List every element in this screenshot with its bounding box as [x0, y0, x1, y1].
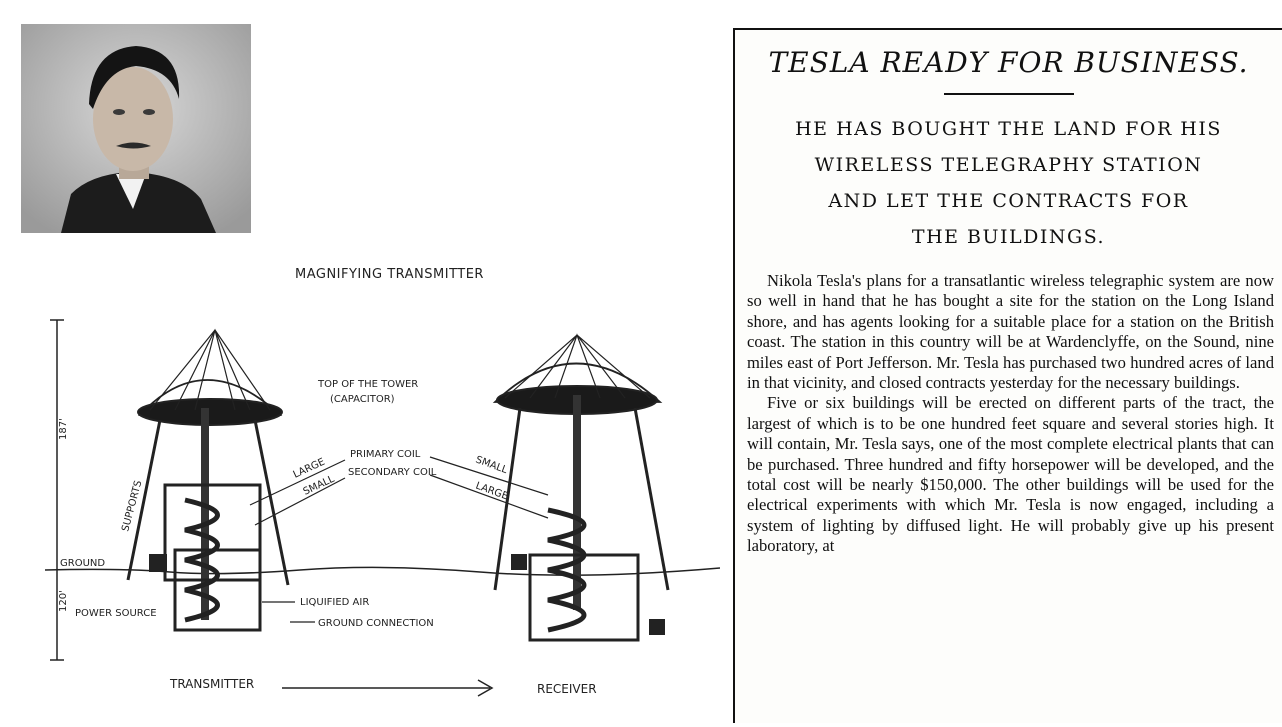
diagram-title: MAGNIFYING TRANSMITTER — [295, 267, 484, 282]
small-left-label: SMALL — [301, 473, 337, 498]
subhead-line: AND LET THE CONTRACTS FOR — [828, 190, 1189, 212]
magnifying-transmitter-diagram — [0, 250, 720, 723]
height-187-label: 187' — [58, 418, 69, 440]
supports-label: SUPPORTS — [120, 479, 145, 533]
subhead-line: WIRELESS TELEGRAPHY STATION — [814, 154, 1203, 176]
ground-label: GROUND — [60, 558, 106, 569]
article-subhead — [743, 111, 1274, 255]
large-right-label: LARGE — [473, 480, 510, 503]
small-right-label: SMALL — [473, 454, 509, 477]
portrait-photo — [21, 24, 251, 233]
article-body — [747, 271, 1274, 557]
height-120-label: 120' — [58, 590, 69, 612]
ground-connection-label: GROUND CONNECTION — [318, 618, 434, 629]
liquified-air-label: LIQUIFIED AIR — [300, 597, 370, 608]
large-left-label: LARGE — [291, 456, 327, 481]
article-headline: TESLA READY FOR BUSINESS. — [768, 46, 1249, 79]
power-source-label: POWER SOURCE — [75, 608, 157, 619]
transmitter-label: TRANSMITTER — [170, 677, 255, 691]
subhead-line: THE BUILDINGS. — [911, 226, 1106, 248]
secondary-coil-label: SECONDARY COIL — [348, 467, 437, 478]
primary-coil-label: PRIMARY COIL — [350, 449, 421, 460]
newspaper-article — [733, 28, 1282, 723]
top-of-tower-label: TOP OF THE TOWER — [318, 379, 419, 390]
receiver-tower — [495, 335, 668, 640]
article-paragraph: Five or six buildings will be erected on different parts of the tract, the largest of which is to be one hundred feet square and several stories high. It will contain, Mr. Tesla says, one of the most complete electrical plants that can be purchased. Three hundred and fifty horsepower will be developed, and the total cost will be nearly $150,000. The other buildings will be used for the electrical experiments with which Mr. Tesla is now engaged, including a system of lighting by diffused light. He will probably give up his present laboratory, at — [747, 393, 1274, 556]
headline-divider — [944, 93, 1074, 95]
transmitter-tower — [128, 330, 288, 630]
subhead-line: HE HAS BOUGHT THE LAND FOR HIS — [795, 118, 1222, 140]
capacitor-label: (CAPACITOR) — [330, 394, 395, 405]
receiver-label: RECEIVER — [537, 682, 597, 696]
article-paragraph: Nikola Tesla's plans for a transatlantic wireless telegraphic system are now so well in hand that he has bought a site for the station on the Long Island shore, and has agents looking for a suitable place for a station on the British coast. The station in this country will be at Wardenclyffe, on the Sound, nine miles east of Port Jefferson. Mr. Tesla has purchased two hundred acres of land in that vicinity, and closed contracts yesterday for the necessary buildings. — [747, 271, 1274, 393]
